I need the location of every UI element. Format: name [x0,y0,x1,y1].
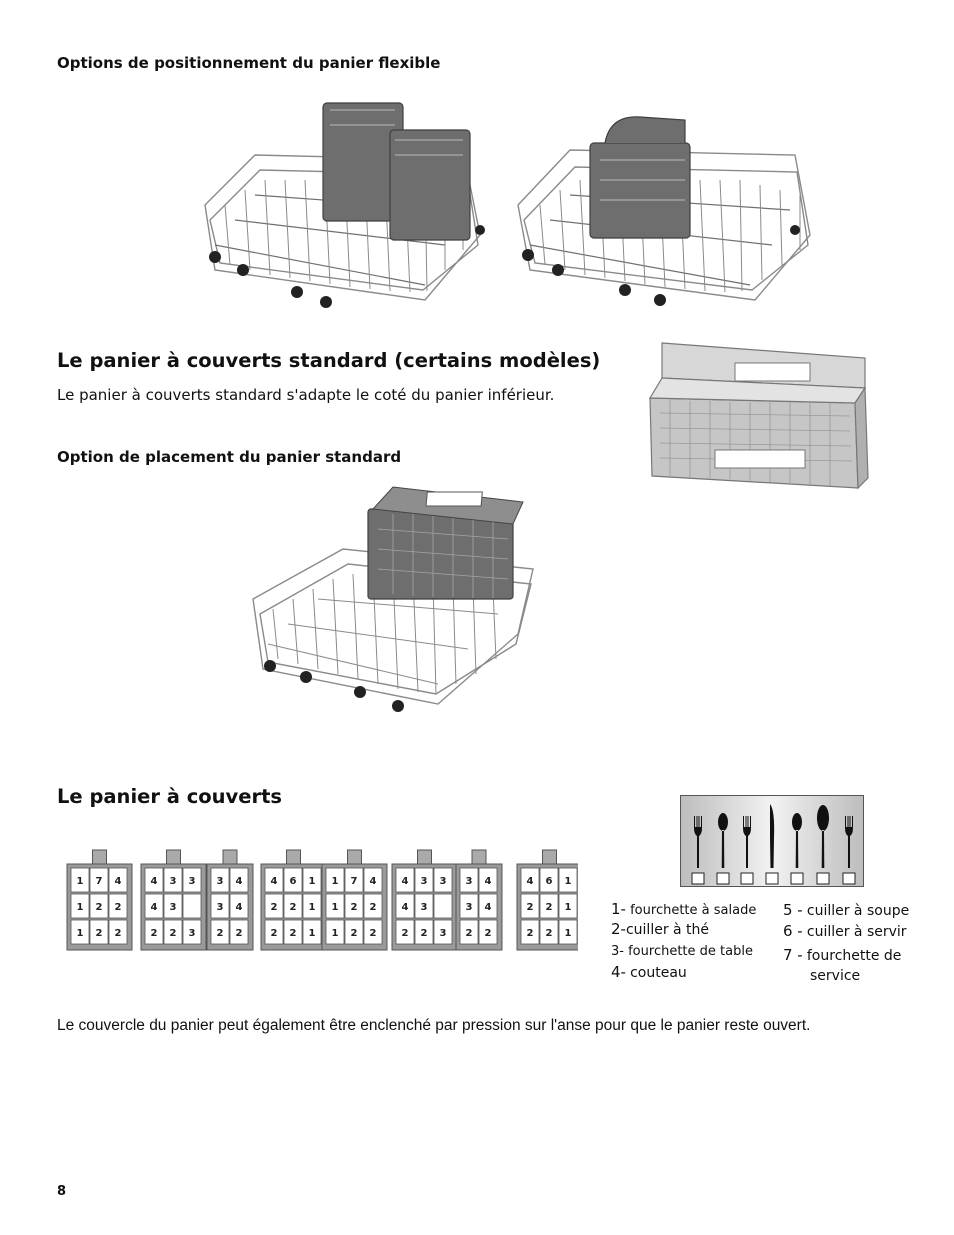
rack-illustration-right [510,95,820,313]
grid-cell-label: 3 [420,876,428,887]
legend-num-6: 6 - [783,922,803,940]
utensil-number-box [766,873,778,884]
grid-cell-label: 2 [95,902,103,913]
legend-label-4: couteau [630,965,687,981]
knife-icon [766,804,778,884]
grid-cell-label: 1 [76,876,84,887]
section-heading-flexible: Options de positionnement du panier flexible [57,54,441,72]
legend-item-2 [611,922,709,937]
grid-cell-label: 3 [420,902,428,913]
legend-num-5: 5 - [783,901,803,919]
grid-module [456,850,502,950]
grid-cell-label: 7 [95,876,103,887]
spoon-icon [717,813,729,884]
grid-cell-label: 2 [401,928,409,939]
grid-module-hinge [418,850,432,864]
grid-cell-label: 4 [369,876,377,887]
legend-item-7-line2: service [810,968,861,984]
legend-num-3: 3- [611,944,624,959]
grid-cell-label: 2 [350,928,358,939]
grid-module [207,850,253,950]
grid-cell-label: 4 [150,902,158,913]
legend-label-5: cuiller à soupe [806,903,910,919]
fork-icon [843,816,855,884]
grid-cell-label: 2 [545,902,553,913]
utensil-number-box [817,873,829,884]
legend-label-6: cuiller à servir [806,924,907,940]
fork-icon-shape [694,816,702,868]
grid-module [141,850,206,950]
spoon-icon [817,805,829,884]
grid-cell-label: 2 [235,928,243,939]
spoon-icon-shape [817,805,829,868]
grid-cell-label: 1 [76,902,84,913]
standard-basket-illustration [640,338,872,490]
utensil-number-box [791,873,803,884]
legend-item-1 [611,902,756,917]
utensil-number-box [843,873,855,884]
utensil-number-box [741,873,753,884]
grid-cell-label: 2 [270,902,278,913]
section-heading-standard: Le panier à couverts standard (certains modèles) [57,349,601,372]
grid-cell-label: 1 [76,928,84,939]
grid-cell-label: 3 [216,902,224,913]
grid-cell-label: 3 [216,876,224,887]
grid-cell-label: 3 [188,928,196,939]
spoon-icon-shape [718,813,728,868]
grid-cell-label: 3 [169,902,177,913]
grid-cell-label: 1 [308,928,316,939]
grid-cell-label: 1 [308,902,316,913]
grid-cell-label: 3 [439,876,447,887]
lid-note: Le couvercle du panier peut également être enclenché par pression sur l'anse pour que le panier reste ouvert. [57,1017,811,1034]
legend-num-4: 4- [611,963,626,981]
grid-cell-label: 2 [369,928,377,939]
grid-cell-label: 1 [331,902,339,913]
grid-cell-label: 6 [545,876,553,887]
spoon-icon-shape [792,813,802,868]
grid-cell-label: 1 [331,876,339,887]
grid-cell-label: 2 [270,928,278,939]
grid-cell-label: 4 [235,876,243,887]
knife-icon-shape [770,804,774,868]
grid-cell-label: 2 [545,928,553,939]
spoon-icon [791,813,803,884]
utensil-icon-box [680,795,864,887]
grid-cell-label: 1 [331,928,339,939]
grid-cell-label: 3 [465,876,473,887]
grid-module-hinge [348,850,362,864]
legend-item-6 [783,924,907,939]
grid-cell-label: 3 [439,928,447,939]
grid-cell-label: 2 [150,928,158,939]
fork-icon-shape [743,816,751,868]
grid-module [67,850,132,950]
legend-item-7 [783,948,901,963]
grid-module [392,850,457,950]
legend-item-3 [611,945,753,958]
grid-cell-label: 2 [465,928,473,939]
grid-cell-label: 7 [350,876,358,887]
grid-cell-label: 2 [526,902,534,913]
grid-module-hinge [472,850,486,864]
legend-label-1: fourchette à salade [630,903,757,918]
grid-cell-label: 2 [420,928,428,939]
grid-cell-label: 4 [484,876,492,887]
grid-module [322,850,387,950]
grid-cell-label: 1 [564,876,572,887]
grid-cell-label: 4 [401,876,409,887]
section-heading-placement: Option de placement du panier standard [57,448,402,466]
legend-label-2: cuiller à thé [625,922,710,938]
grid-cell [183,894,201,918]
grid-module-hinge [543,850,557,864]
grid-cell-label: 4 [235,902,243,913]
grid-cell-label: 3 [169,876,177,887]
legend-item-4 [611,965,687,980]
cutlery-grid-diagram [64,842,578,958]
placement-illustration [248,484,543,716]
grid-module-hinge [287,850,301,864]
legend-label-7: fourchette de [806,948,902,964]
fork-icon [692,816,704,884]
grid-cell-label: 6 [289,876,297,887]
grid-cell-label: 4 [114,876,122,887]
fork-icon-shape [845,816,853,868]
legend-num-2: 2- [611,920,626,938]
grid-cell-label: 3 [188,876,196,887]
grid-cell-label: 2 [350,902,358,913]
fork-icon [741,816,753,884]
grid-cell-label: 4 [526,876,534,887]
grid-cell-label: 2 [484,928,492,939]
legend-num-1: 1- [611,900,626,918]
page-number: 8 [57,1184,67,1199]
grid-cell-label: 4 [150,876,158,887]
grid-cell-label: 2 [95,928,103,939]
grid-cell-label: 2 [526,928,534,939]
rack-illustration-left [195,95,495,313]
grid-cell-label: 2 [216,928,224,939]
section-heading-cutlery: Le panier à couverts [57,785,283,808]
grid-module [261,850,326,950]
standard-description: Le panier à couverts standard s'adapte le coté du panier inférieur. [57,386,555,404]
grid-module-hinge [167,850,181,864]
grid-cell-label: 1 [308,876,316,887]
grid-cell-label: 4 [270,876,278,887]
legend-label-3: fourchette de table [628,944,753,959]
grid-cell-label: 3 [465,902,473,913]
grid-cell-label: 1 [564,902,572,913]
grid-cell-label: 2 [289,928,297,939]
grid-cell-label: 2 [169,928,177,939]
grid-cell [434,894,452,918]
grid-module-hinge [223,850,237,864]
grid-cell-label: 4 [401,902,409,913]
grid-module-hinge [93,850,107,864]
utensil-number-box [717,873,729,884]
grid-cell-label: 2 [114,928,122,939]
grid-module [517,850,578,950]
legend-item-5 [783,903,909,918]
grid-cell-label: 1 [564,928,572,939]
grid-cell-label: 2 [114,902,122,913]
legend-num-7: 7 - [783,946,803,964]
utensil-number-box [692,873,704,884]
grid-cell-label: 4 [484,902,492,913]
grid-cell-label: 2 [289,902,297,913]
grid-cell-label: 2 [369,902,377,913]
